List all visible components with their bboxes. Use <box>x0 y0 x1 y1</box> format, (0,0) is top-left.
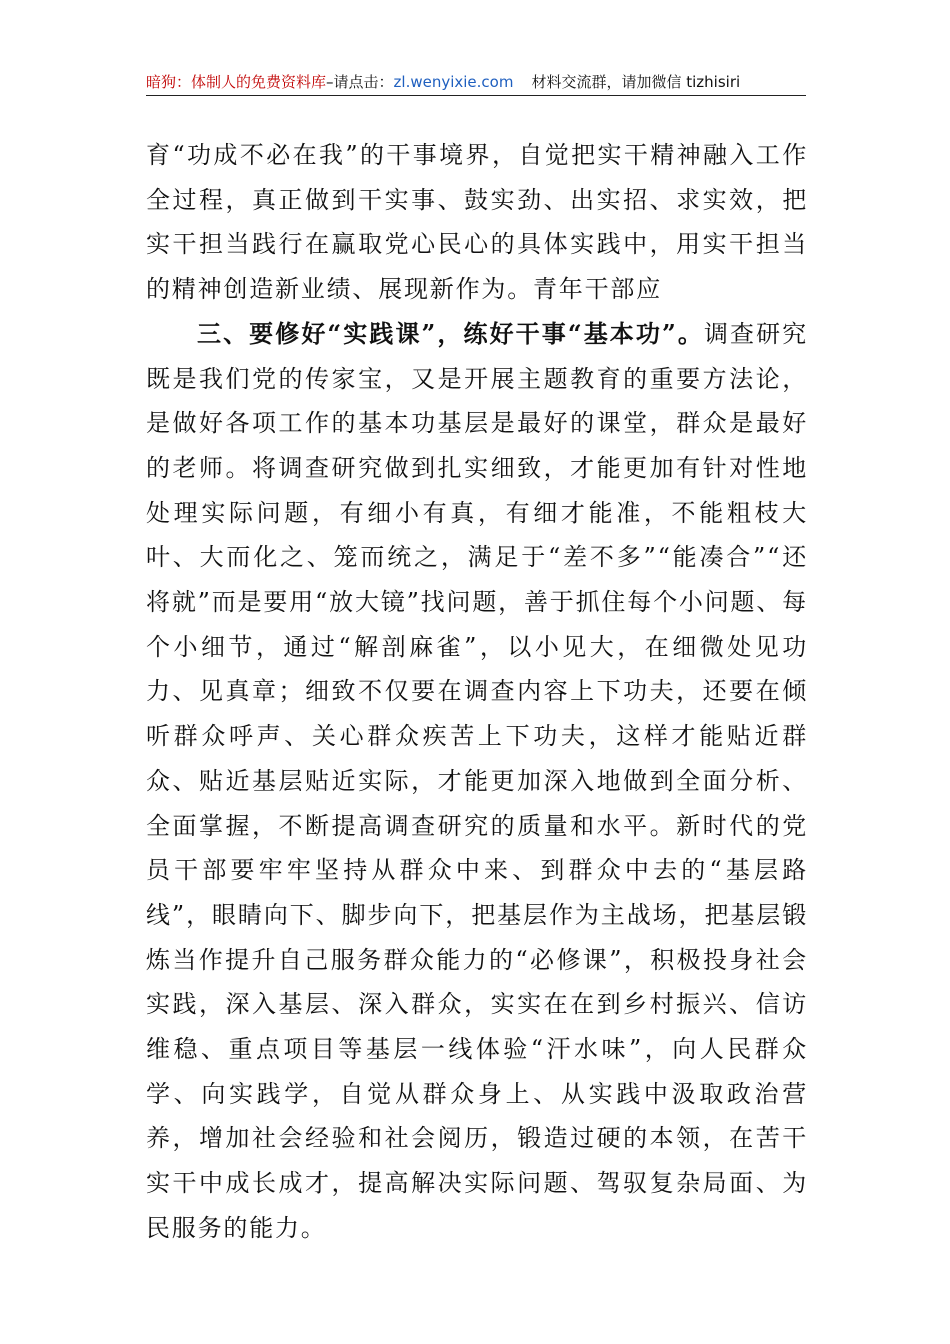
paragraph-text: 育“功成不必在我”的干事境界，自觉把实干精神融入工作全过程，真正做到干实事、鼓实劲、出实招、求实效，把实干担当践行在赢取党心民心的具体实践中，用实干担当的精神创造新业绩、展现新作为。青年干部应 <box>146 141 808 304</box>
paragraph-section-three <box>146 312 808 1251</box>
header-site-name: 暗狗：体制人的免费资料库 <box>146 73 327 91</box>
paragraph-continued <box>146 133 808 312</box>
page-header <box>146 70 806 94</box>
header-link[interactable]: zl.wenyixie.com <box>393 73 514 91</box>
header-contact: 材料交流群，请加微信 tizhisiri <box>531 73 741 91</box>
document-body <box>146 133 808 1251</box>
header-link-prefix: –请点击： <box>326 73 394 91</box>
section-heading: 三、要修好“实践课”，练好干事“基本功”。 <box>197 318 704 348</box>
header-divider <box>146 95 806 96</box>
paragraph-text: 调查研究既是我们党的传家宝，又是开展主题教育的重要方法论，是做好各项工作的基本功基层是最好的课堂，群众是最好的老师。将调查研究做到扎实细致，才能更加有针对性地处理实际问题，有细小有真，有细才能准，不能粗枝大叶、大而化之、笼而统之，满足于“差不多”“能凑合”“还将就”而是要用“放大镜”找问题，善于抓住每个小问题、每个小细节，通过“解剖麻雀”，以小见大，在细微处见功力、见真章；细致不仅要在调查内容上下功夫，还要在倾听群众呼声、关心群众疾苦上下功夫，这样才能贴近群众、贴近基层贴近实际，才能更加深入地做到全面分析、全面掌握，不断提高调查研究的质量和水平。新时代的党员干部要牢牢坚持从群众中来、到群众中去的“基层路线”，眼睛向下、脚步向下，把基层作为主战场，把基层锻炼当作提升自己服务群众能力的“必修课”，积极投身社会实践，深入基层、深入群众，实实在在到乡村振兴、信访维稳、重点项目等基层一线体验“汗水味”，向人民群众学、向实践学，自觉从群众身上、从实践中汲取政治营养，增加社会经验和社会阅历，锻造过硬的本领，在苦干实干中成长成才，提高解决实际问题、驾驭复杂局面、为民服务的能力。 <box>146 319 808 1242</box>
